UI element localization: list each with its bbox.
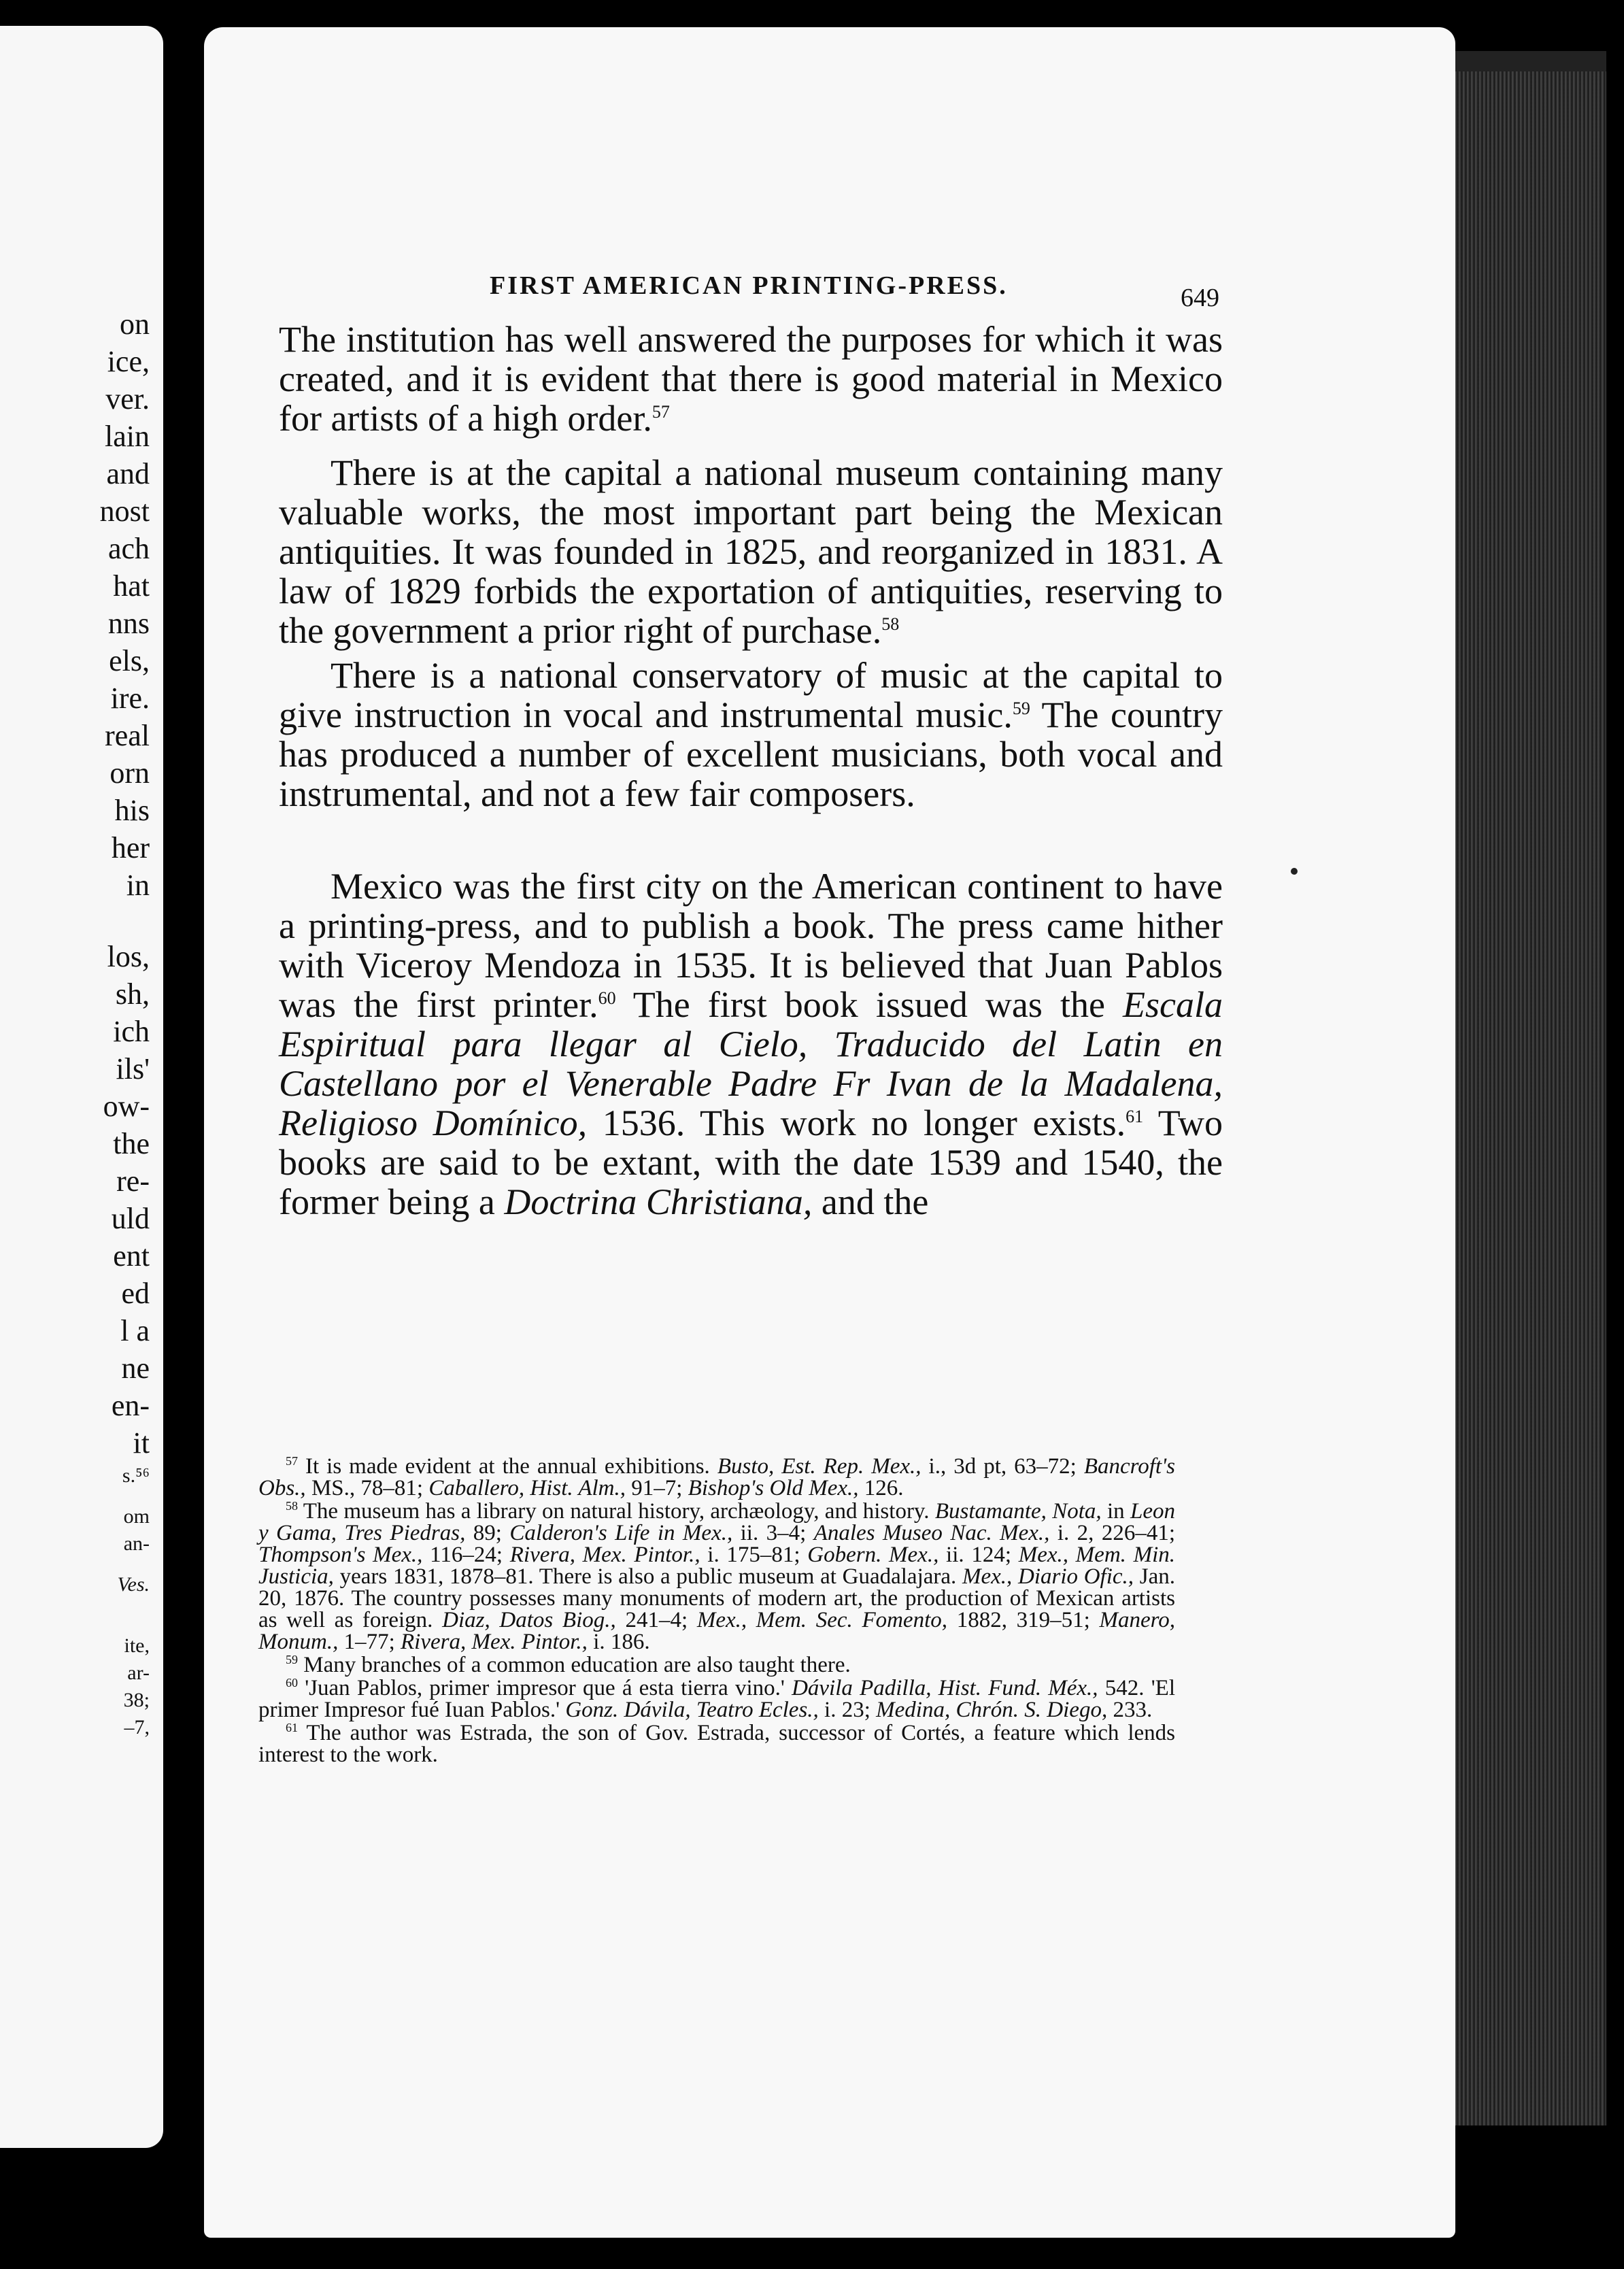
running-head-title: FIRST AMERICAN PRINTING-PRESS. [490,271,1008,300]
footnote-text: 1882, 319–51; [947,1608,1100,1632]
left-page-fragment: l a [120,1314,150,1347]
footnote-text: 233. [1107,1698,1153,1722]
left-page-fragment: en- [111,1389,150,1422]
left-page-fragment: ar- [127,1662,150,1684]
footnote-text: 'Juan Pablos, primer impresor que á esta tierra vino.' [298,1676,792,1700]
left-page-fragment: ich [113,1015,150,1048]
left-page-fragment: lain [105,420,150,453]
left-facing-page [0,26,163,2148]
footnote-number: 58 [286,1499,298,1513]
citation: Bishop's Old Mex., [688,1476,859,1500]
left-page-fragment: ver. [105,382,150,416]
left-page-fragment: Ves. [117,1573,150,1596]
left-page-fragment: nost [99,494,150,528]
paragraph-3-text-b: The country has produced a number of excellent musicians, both vocal and instrumental, and not a few fair composers. [279,694,1223,814]
left-page-fragment: in [126,869,150,902]
paragraph-4-text-a: Mexico was the first city on the American continent to have a printing-press, and to publish a book. The press came hither with Viceroy Mendoza in 1535. It is believed that Juan Pablos was the first printer. [279,866,1223,1025]
citation: Calderon's Life in Mex., [509,1521,733,1545]
left-page-fragment: ice, [107,345,150,378]
left-page-fragment: sh, [115,977,150,1011]
footnote-text: in [1101,1499,1130,1524]
footnote-ref-58: 58 [881,614,900,634]
page-number: 649 [1181,284,1219,312]
left-page-fragment: los, [107,940,150,973]
paragraph-4-text-b: The first book issued was the [615,984,1123,1025]
left-page-fragment: orn [109,756,150,790]
footnote-text: The museum has a library on natural history, archæology, and history. [298,1499,935,1524]
citation: Thompson's Mex., [258,1543,423,1567]
citation: Bancroft's Obs., [258,1454,1175,1500]
left-page-fragment: ed [121,1277,150,1310]
footnote-text: 1–77; [338,1630,401,1654]
footnote-text: Jan. 20, 1876. The country possesses many monuments of modern art, the production of Mexican artists as well as foreign. [258,1564,1175,1632]
footnote-text: Many branches of a common education are also taught there. [298,1653,851,1677]
paragraph-2 [279,453,1223,650]
footnotes [258,1456,1175,1766]
footnote-ref-60: 60 [598,988,616,1008]
left-page-fragment: an- [123,1532,150,1555]
citation: Anales Museo Nac. Mex., [813,1521,1050,1545]
paragraph-3 [279,656,1223,813]
footnote-number: 61 [286,1721,298,1734]
citation: Mex., Mem. Sec. Fomento, [696,1608,948,1632]
footnote-text: It is made evident at the annual exhibitions. [298,1454,717,1479]
paragraph-4-text-d: Two books are said to be extant, with the date 1539 and 1540, the former being a [279,1103,1223,1222]
left-page-fragment: 38; [123,1689,150,1711]
footnote-text: i. 2, 226–41; [1049,1521,1176,1545]
footnote-text: 126. [858,1476,904,1500]
footnote-61 [258,1722,1175,1766]
paragraph-2-text: There is at the capital a national museum containing many valuable works, the most important part being the Mexican antiquities. It was founded in 1825, and reorganized in 1831. A law of 1829 forbids the exportation of antiquities, reserving to the government a prior right of purchase. [279,452,1223,651]
left-page-fragment: it [133,1426,150,1460]
footnote-text: The author was Estrada, the son of Gov. Estrada, successor of Cortés, a feature which lends interest to the work. [258,1721,1175,1767]
footnote-text: MS., 78–81; [305,1476,429,1500]
left-page-fragment: the [113,1127,150,1160]
citation: Caballero, Hist. Alm., [428,1476,626,1500]
footnote-number: 57 [286,1454,298,1468]
citation: Dávila Padilla, Hist. Fund. Méx., [792,1676,1098,1700]
footnote-text: years 1831, 1878–81. There is also a public museum at Guadalajara. [333,1564,962,1589]
left-page-fragment: re- [116,1164,150,1198]
left-page-fragment: ite, [124,1634,150,1657]
citation: Diaz, Datos Biog., [442,1608,616,1632]
left-page-fragment: real [105,719,150,752]
left-page-fragment: ach [107,532,150,565]
footnote-ref-59: 59 [1012,699,1030,718]
left-page-fragment: hat [113,569,150,603]
book-title-escala: Escala Espiritual para llegar al Cielo, Traducido del Latin en Castellano por el Venerable Padre Fr Ivan de la Madalena, Religioso Domínico, [279,984,1223,1143]
left-page-fragment: nns [107,607,150,640]
paragraph-4-text-c: 1536. This work no longer exists. [587,1103,1126,1143]
paragraph-1-text: The institution has well answered the purposes for which it was created, and it is evident that there is good material in Mexico for artists of a high order. [279,319,1223,439]
footnote-57 [258,1456,1175,1499]
left-page-fragment: ow- [103,1090,150,1123]
footnote-ref-61: 61 [1126,1107,1144,1126]
left-page-fragment: ent [113,1239,150,1273]
footnote-59 [258,1654,1175,1676]
footnote-text: 542. 'El primer Impresor fué Iuan Pablos.' [258,1676,1175,1722]
citation: Busto, Est. Rep. Mex., [717,1454,921,1479]
left-page-fragment: on [120,307,150,341]
footnote-text: i. 23; [818,1698,877,1722]
footnote-text: ii. 3–4; [732,1521,814,1545]
citation: Manero, Monum., [258,1608,1176,1654]
book-title-doctrina: Doctrina Christiana, [504,1181,813,1222]
ink-speck [1291,868,1298,875]
left-page-fragment: ne [121,1351,150,1385]
left-page-fragment: s.⁵⁶ [122,1464,150,1487]
paragraph-4 [279,867,1223,1222]
footnote-number: 59 [286,1653,298,1666]
citation: Mex., Mem. Min. Justicia, [258,1543,1176,1589]
footnote-text: 116–24; [422,1543,510,1567]
left-page-fragment: and [106,457,150,490]
footnote-ref-57: 57 [652,402,670,422]
citation: Gobern. Mex., [807,1543,939,1567]
citation: Rivera, Mex. Pintor., [401,1630,588,1654]
footnote-58 [258,1500,1175,1653]
left-page-fragment: ils' [116,1052,150,1086]
footnote-number: 60 [286,1676,298,1690]
footnote-text: 91–7; [626,1476,688,1500]
footnote-text: i., 3d pt, 63–72; [921,1454,1084,1479]
left-page-fragment: els, [109,644,150,677]
footnote-text: i. 175–81; [700,1543,808,1567]
footnote-text: 241–4; [615,1608,697,1632]
footnote-text: 89; [465,1521,510,1545]
paragraph-3-text-a: There is a national conservatory of music at the capital to give instruction in vocal and instrumental music. [279,655,1223,735]
left-page-fragment: his [114,794,150,827]
left-page-fragment: –7, [124,1716,150,1738]
footnote-60 [258,1677,1175,1721]
left-page-fragment: uld [111,1202,150,1235]
left-page-fragment: ire. [110,682,150,715]
footnote-text: i. 186. [587,1630,650,1654]
main-text [279,320,1223,1222]
citation: Medina, Chrón. S. Diego, [876,1698,1108,1722]
citation: Mex., Diario Ofic., [962,1564,1134,1589]
citation: Gonz. Dávila, Teatro Ecles., [565,1698,819,1722]
citation: Leon y Gama, Tres Piedras, [258,1499,1175,1545]
left-page-fragment: om [123,1505,150,1528]
paragraph-4-text-e: and the [812,1181,929,1222]
citation: Rivera, Mex. Pintor., [509,1543,700,1567]
paragraph-1 [279,320,1223,438]
left-page-fragment: her [111,831,150,864]
footnote-text: ii. 124; [938,1543,1019,1567]
citation: Bustamante, Nota, [934,1499,1102,1524]
